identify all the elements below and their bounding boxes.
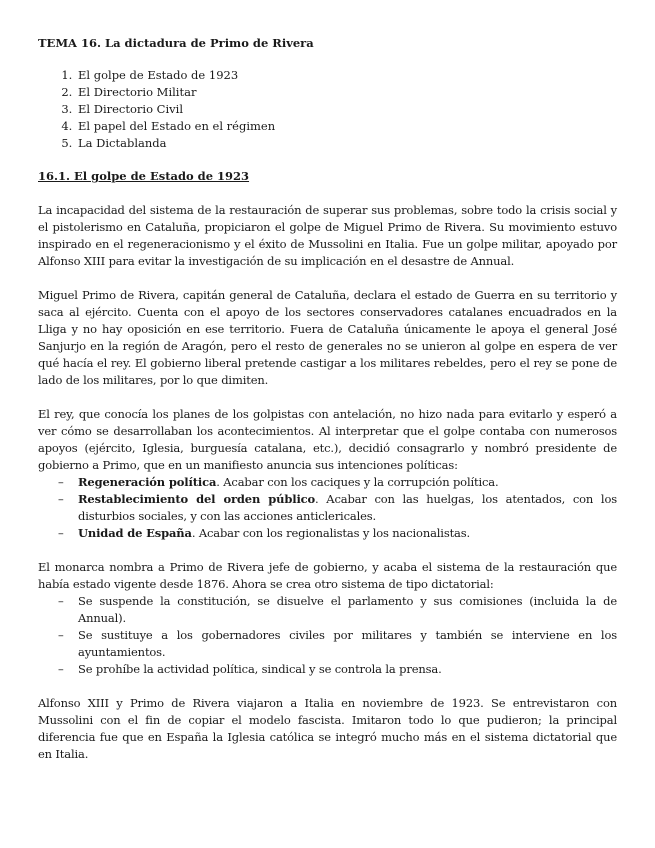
list-item: – Se suspende la constitución, se disuelve el parlamento y sus comisiones (incluida la de Annual).: [38, 593, 617, 627]
toc-item: 5. La Dictablanda: [76, 135, 617, 152]
list-item: [38, 525, 617, 542]
paragraph-king: El rey, que conocía los planes de los golpistas con antelación, no hizo nada para evitarlo y esperó a ver cómo se desarrollaban los acontecimientos. Al interpretar que el golpe contaba con numerosos apoyos (ejército, Iglesia, burguesía catalana, etc.), decidió consagrarlo y nombró presidente de gobierno a Primo, que en un manifiesto anuncia sus intenciones políticas:: [38, 407, 617, 472]
item-text: . Acabar con las huelgas, los atentados, con los disturbios sociales, y con las acciones anticlericales.: [78, 492, 617, 523]
measures-list: [38, 593, 617, 678]
paragraph-italy: Alfonso XIII y Primo de Rivera viajaron a Italia en noviembre de 1923. Se entrevistaron con Mussolini con el fin de copiar el modelo fascista. Imitaron todo lo que pudieron; la principal diferencia fue que en España la Iglesia católica se integró mucho más en el sistema dictatorial que en Italia.: [38, 696, 617, 761]
page-title: TEMA 16. La dictadura de Primo de Rivera: [38, 36, 314, 50]
toc-item: 1. El golpe de Estado de 1923: [76, 67, 617, 84]
item-text: . Acabar con los regionalistas y los nacionalistas.: [191, 526, 471, 540]
item-text: . Acabar con los caciques y la corrupción política.: [216, 475, 499, 489]
item-term: Regeneración política: [78, 475, 217, 489]
paragraph-dictatorship: El monarca nombra a Primo de Rivera jefe de gobierno, y acaba el sistema de la restauración que había estado vigente desde 1876. Ahora se crea otro sistema de tipo dictatorial:: [38, 560, 617, 591]
toc-item: 2. El Directorio Militar: [76, 84, 617, 101]
paragraph-coup: Miguel Primo de Rivera, capitán general de Cataluña, declara el estado de Guerra en su territorio y saca al ejército. Cuenta con el apoyo de los sectores conservadores catalanes encuadrados en la Lliga y no hay oposición en ese territorio. Fuera de Cataluña únicamente le apoya el general José Sanjurjo en la región de Aragón, pero el resto de generales no se unieron al golpe en espera de ver qué hacía el rey. El gobierno liberal pretende castigar a los militares rebeldes, pero el rey se pone de lado de los militares, por lo que dimiten.: [38, 288, 617, 387]
toc-item: 3. El Directorio Civil: [76, 101, 617, 118]
item-term: Restablecimiento del orden público: [78, 492, 316, 506]
paragraph-causes: La incapacidad del sistema de la restauración de superar sus problemas, sobre todo la crisis social y el pistolerismo en Cataluña, propiciaron el golpe de Miguel Primo de Rivera. Su movimiento estuvo inspirado en el regeneracionismo y el éxito de Mussolini en Italia. Fue un golpe militar, apoyado por Alfonso XIII para evitar la investigación de su implicación en el desastre de Annual.: [38, 203, 617, 268]
list-item: [38, 474, 617, 491]
section-heading: 16.1. El golpe de Estado de 1923: [38, 169, 250, 183]
list-item: [38, 491, 617, 525]
intentions-list: [38, 474, 617, 542]
list-item: – Se sustituye a los gobernadores civiles por militares y también se interviene en los ayuntamientos.: [38, 627, 617, 661]
table-of-contents: [38, 67, 617, 152]
toc-item: 4. El papel del Estado en el régimen: [76, 118, 617, 135]
list-item: – Se prohíbe la actividad política, sindical y se controla la prensa.: [38, 661, 617, 678]
item-term: Unidad de España: [78, 526, 192, 540]
